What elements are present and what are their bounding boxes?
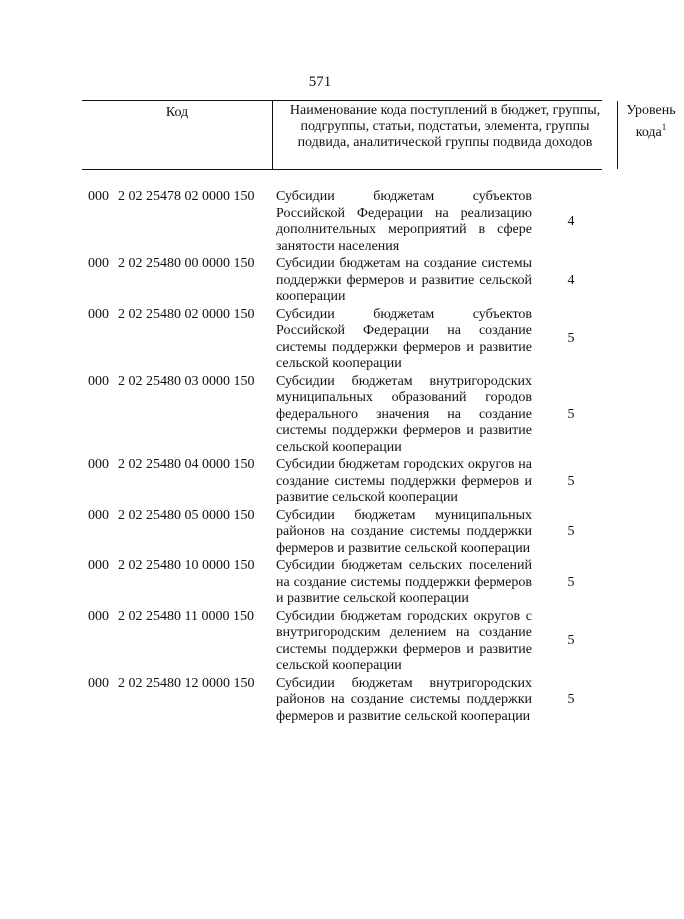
admin-code: 000 — [88, 306, 109, 322]
admin-code: 000 — [88, 457, 109, 472]
admin-code: 000 — [88, 558, 109, 573]
admin-code: 000 — [88, 608, 109, 624]
revenue-name: Субсидии бюджетам городских округов с внутригородским делением на создание системы поддержки фермеров и развитие сельской кооперации — [276, 608, 532, 673]
admin-code: 000 — [88, 373, 109, 389]
table-body — [82, 189, 602, 725]
revenue-name: Субсидии бюджетам муниципальных районов на создание системы поддержки фермеров и развитие сельской кооперации — [276, 507, 532, 556]
header-kod: Код — [165, 105, 189, 120]
revenue-code: 2 02 25480 11 0000 150 — [118, 608, 254, 624]
revenue-name: Субсидии бюджетам на создание системы поддержки фермеров и развитие сельской кооперации — [276, 256, 532, 304]
header-level — [618, 101, 684, 169]
revenue-code: 2 02 25480 10 0000 150 — [118, 558, 255, 573]
code-level: 5 — [567, 692, 575, 707]
revenue-code: 2 02 25480 05 0000 150 — [118, 507, 255, 523]
revenue-name: Субсидии бюджетам сельских поселений на создание системы поддержки фермеров и развитие сельской кооперации — [276, 558, 532, 606]
header-level-label: Уровень кода — [626, 103, 676, 140]
table-row — [82, 558, 602, 608]
revenue-name: Субсидии бюджетам субъектов Российской Федерации на реализацию дополнительных мероприятий в сфере занятости населения — [276, 189, 532, 254]
revenue-code: 2 02 25480 02 0000 150 — [118, 306, 255, 322]
revenue-name: Субсидии бюджетам городских округов на создание системы поддержки фермеров и развитие сельской кооперации — [276, 457, 532, 505]
admin-code: 000 — [88, 189, 109, 204]
table-row — [82, 676, 602, 726]
revenue-code: 2 02 25480 04 0000 150 — [118, 457, 255, 472]
code-level: 4 — [567, 272, 575, 288]
revenue-name: Субсидии бюджетам внутригородских муниципальных образований городов федерального значения на создание системы поддержки фермеров и развитие сельской кооперации — [276, 373, 532, 455]
table-row — [82, 307, 602, 373]
revenue-code: 2 02 25478 02 0000 150 — [118, 189, 255, 204]
code-level: 4 — [567, 213, 575, 229]
table-row — [82, 508, 602, 558]
table-row — [82, 374, 602, 457]
code-level: 5 — [567, 574, 575, 590]
table-row — [82, 609, 602, 675]
revenue-name: Субсидии бюджетам субъектов Российской Федерации на создание системы поддержки фермеров и развитие сельской кооперации — [276, 306, 532, 371]
code-level: 5 — [567, 633, 575, 649]
code-level: 5 — [567, 473, 575, 489]
code-level: 5 — [567, 524, 575, 539]
header-level-footnote: 1 — [661, 122, 667, 132]
table-header — [82, 100, 676, 170]
table-row — [82, 457, 602, 507]
code-level: 5 — [567, 406, 575, 422]
code-level: 5 — [567, 331, 575, 347]
revenue-name: Субсидии бюджетам внутригородских районов на создание системы поддержки фермеров и развитие сельской кооперации — [276, 675, 532, 724]
admin-code: 000 — [88, 675, 109, 691]
revenue-code: 2 02 25480 03 0000 150 — [118, 373, 255, 389]
header-name: Наименование кода поступлений в бюджет, группы, подгруппы, статьи, подстатьи, элемента, группы подвида, аналитической группы подвида доходов — [272, 101, 618, 169]
admin-code: 000 — [88, 256, 109, 271]
admin-code: 000 — [88, 507, 109, 523]
table-row — [82, 189, 602, 255]
revenue-code: 2 02 25480 00 0000 150 — [118, 256, 255, 271]
page-number: 571 — [308, 74, 332, 90]
table-row — [82, 256, 602, 306]
revenue-code: 2 02 25480 12 0000 150 — [118, 675, 255, 691]
